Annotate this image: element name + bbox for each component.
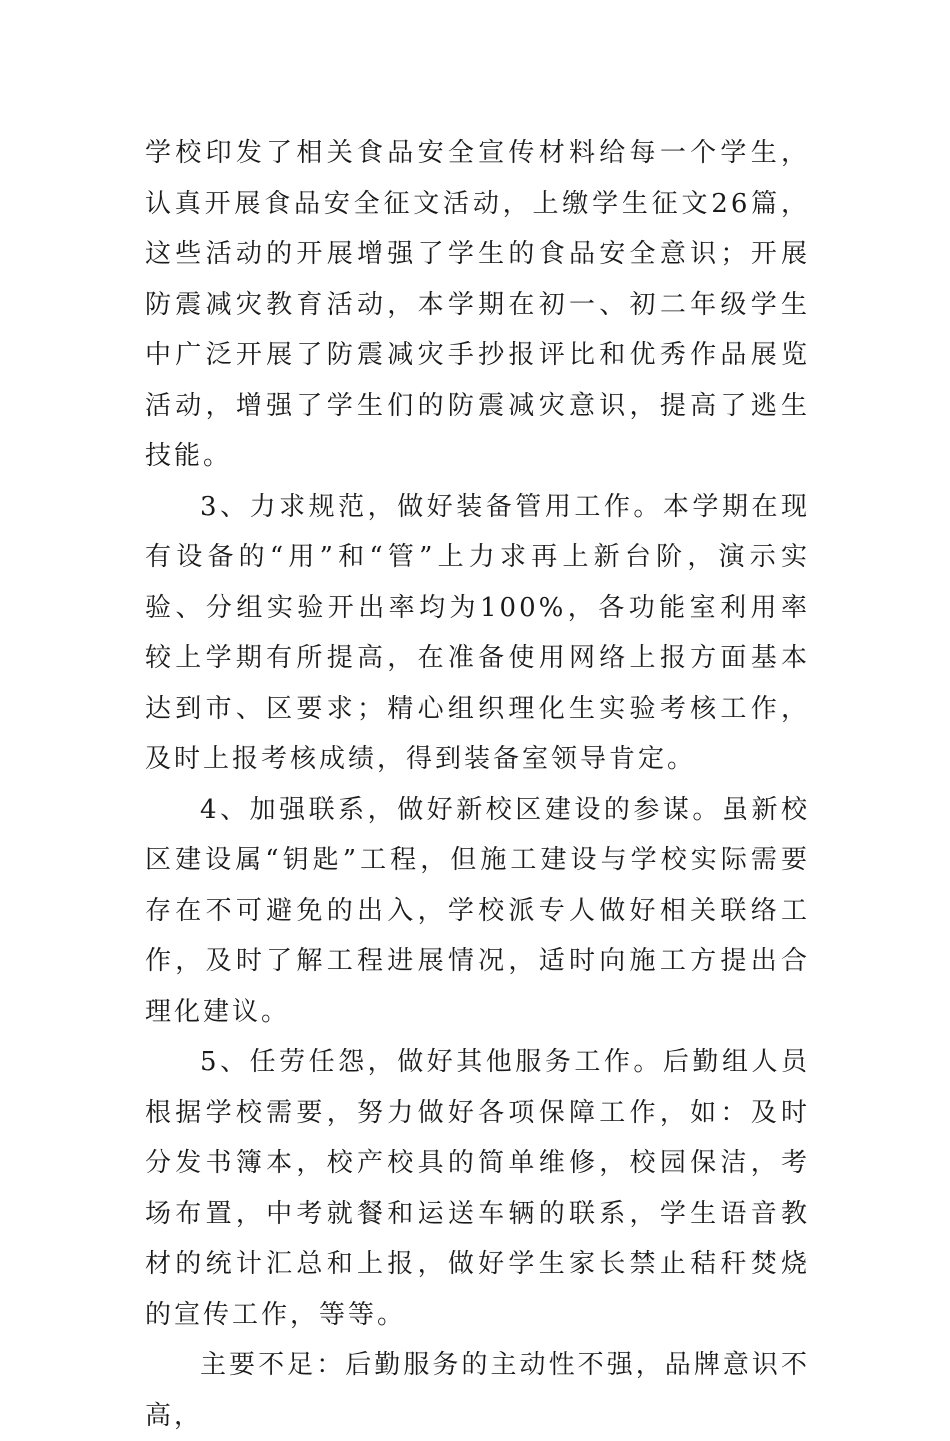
paragraph-continuation: 学校印发了相关食品安全宣传材料给每一个学生，认真开展食品安全征文活动，上缴学生征文26篇，这些活动的开展增强了学生的食品安全意识；开展防震减灾教育活动，本学期在初一、初二年级学生中广泛开展了防震减灾手抄报评比和优秀作品展览活动，增强了学生们的防震减灾意识，提高了逃生技能。 (145, 138, 810, 471)
paragraph-item-4: 4、加强联系，做好新校区建设的参谋。虽新校区建设属“钥匙”工程，但施工建设与学校实际需要存在不可避免的出入，学校派专人做好相关联络工作，及时了解工程进展情况，适时向施工方提出合理化建议。 (145, 794, 810, 1027)
paragraph-item-5: 5、任劳任怨，做好其他服务工作。后勤组人员根据学校需要，努力做好各项保障工作，如：及时分发书簿本，校产校具的简单维修，校园保洁，考场布置，中考就餐和运送车辆的联系，学生语音教材的统计汇总和上报，做好学生家长禁止秸秆焚烧的宣传工作，等等。 (145, 1047, 810, 1330)
paragraph-item-3: 3、力求规范，做好装备管用工作。本学期在现有设备的“用”和“管”上力求再上新台阶，演示实验、分组实验开出率均为100%，各功能室利用率较上学期有所提高，在准备使用网络上报方面基本达到市、区要求；精心组织理化生实验考核工作，及时上报考核成绩，得到装备室领导肯定。 (145, 491, 810, 774)
document-body (145, 128, 810, 1441)
paragraph-shortcomings: 主要不足：后勤服务的主动性不强，品牌意识不高， (145, 1350, 810, 1431)
